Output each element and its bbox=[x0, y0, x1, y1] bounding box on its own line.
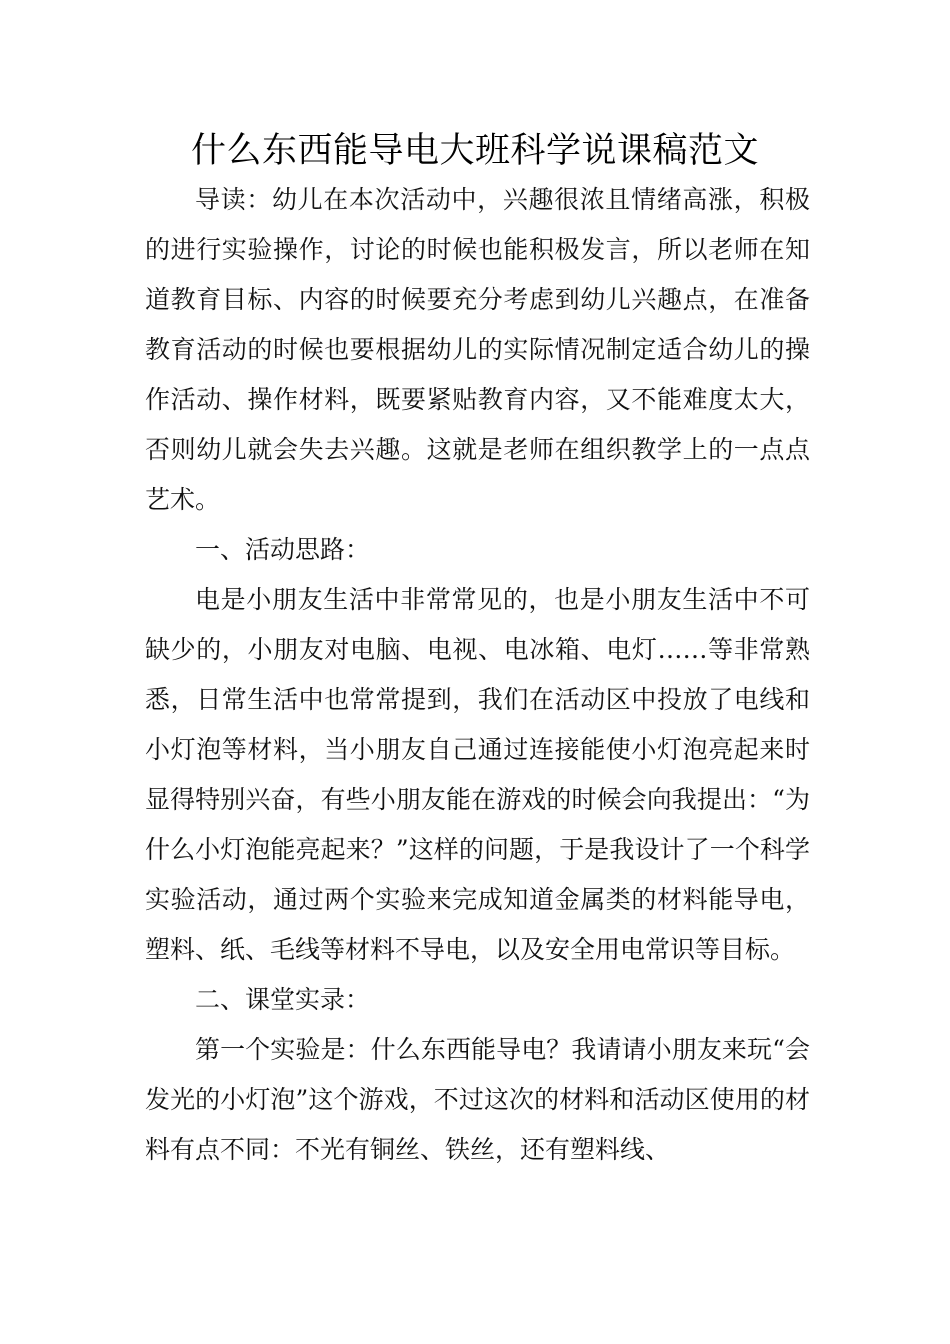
section-heading-class-record: 二、课堂实录： bbox=[195, 985, 371, 1014]
document-title: 什么东西能导电大班科学说课稿范文 bbox=[190, 131, 759, 171]
paragraph-activity-idea: 电是小朋友生活中非常常见的，也是小朋友生活中不可缺少的，小朋友对电脑、电视、电冰箱、电灯……等非常熟悉，日常生活中也常常提到，我们在活动区中投放了电线和小灯泡等材料，当小朋友自己通过连接能使小灯泡亮起来时显得特别兴奋，有些小朋友能在游戏的时候会向我提出：“为什么小灯泡能亮起来？”这样的问题，于是我设计了一个科学实验活动，通过两个实验来完成知道金属类的材料能导电，塑料、纸、毛线等材料不导电，以及安全用电常识等目标。 bbox=[145, 585, 810, 964]
paragraph-class-record: 第一个实验是：什么东西能导电？我请请小朋友来玩“会发光的小灯泡”这个游戏，不过这次的材料和活动区使用的材料有点不同：不光有铜丝、铁丝，还有塑料线、 bbox=[145, 1035, 810, 1164]
paragraph-intro: 导读：幼儿在本次活动中，兴趣很浓且情绪高涨，积极的进行实验操作，讨论的时候也能积极发言，所以老师在知道教育目标、内容的时候要充分考虑到幼儿兴趣点，在准备教育活动的时候也要根据幼儿的实际情况制定适合幼儿的操作活动、操作材料，既要紧贴教育内容，又不能难度太大，否则幼儿就会失去兴趣。这就是老师在组织教学上的一点点艺术。 bbox=[145, 185, 810, 514]
section-heading-activity-idea: 一、活动思路： bbox=[195, 535, 371, 564]
document-body bbox=[145, 175, 810, 1175]
